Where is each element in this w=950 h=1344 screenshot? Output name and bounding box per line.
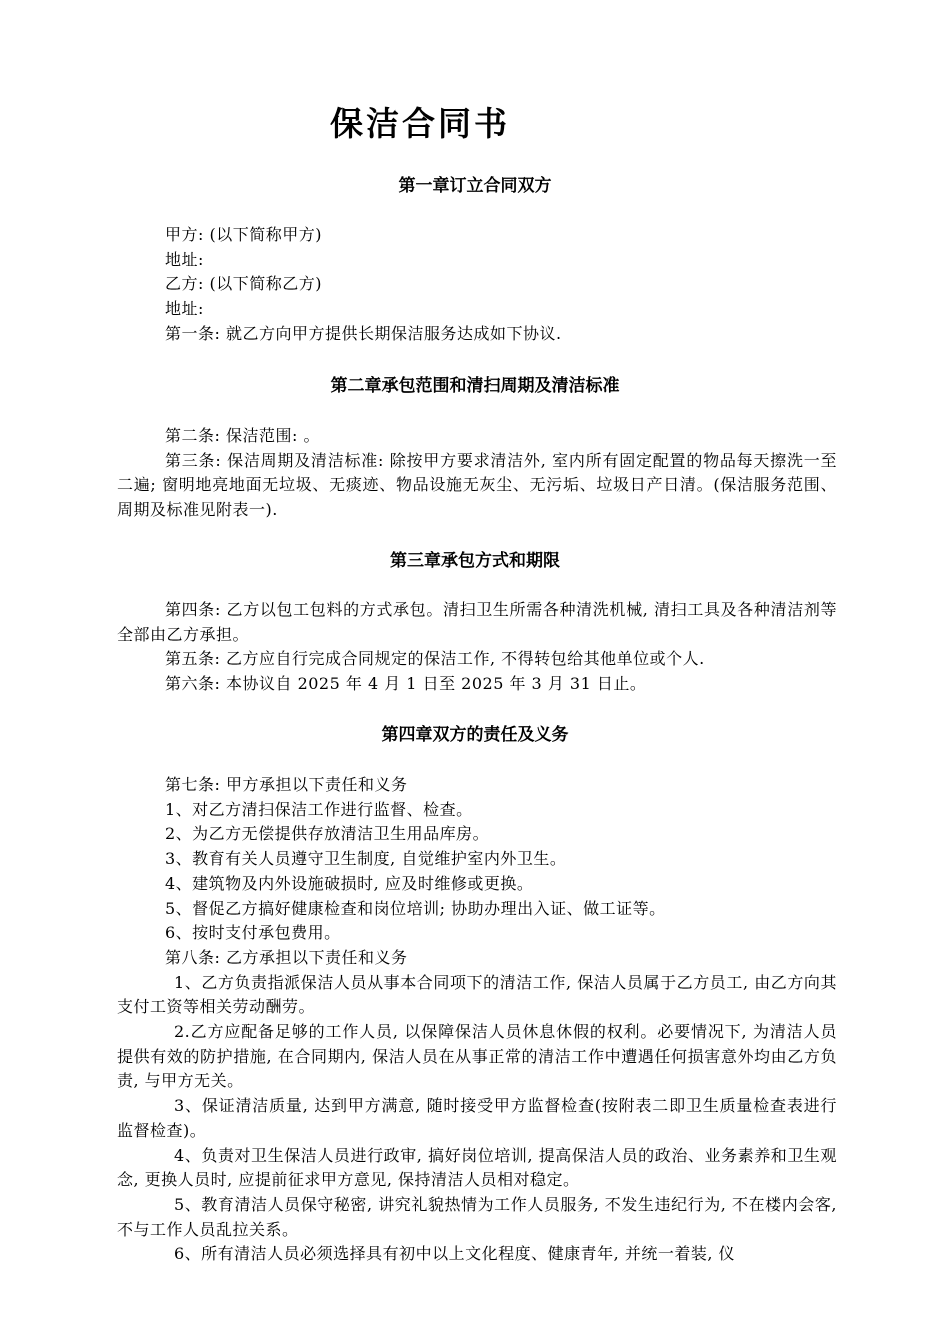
chapter-1-heading: 第一章订立合同双方 [398,176,552,196]
list-item: 5、督促乙方搞好健康检查和岗位培训; 协助办理出入证、做工证等。 [165,898,666,918]
list-item: 2、为乙方无偿提供存放清洁卫生用品库房。 [165,824,490,844]
article-4: 第四条: 乙方以包工包料的方式承包。清扫卫生所需各种清洗机械, 清扫工具及各种清洁剂等全部由乙方承担。 [117,600,837,644]
chapter-3-body [117,598,837,697]
list-item: 5、教育清洁人员保守秘密, 讲究礼貌热情为工作人员服务, 不发生违纪行为, 不在楼内会客, 不与工作人员乱拉关系。 [117,1194,837,1239]
article-8: 第八条: 乙方承担以下责任和义务 [165,947,408,967]
party-a-line: 甲方: (以下简称甲方) [165,225,322,244]
list-item: 6、所有清洁人员必须选择具有初中以上文化程度、健康青年, 并统一着装, 仪 [174,1244,736,1264]
party-b-line: 乙方: (以下简称乙方) [165,274,322,294]
article-3: 第三条: 保洁周期及清洁标准: 除按甲方要求清洁外, 室内所有固定配置的物品每天擦洗一至二遍; 窗明地亮地面无垃圾、无痰迹、物品设施无灰尘、无污垢、垃圾日产日清。(保洁服务范围、周期及标准见附表一). [117,450,837,520]
chapter-1-body [117,223,837,347]
party-b-address: 地址: [165,299,204,319]
list-item: 3、保证清洁质量, 达到甲方满意, 随时接受甲方监督检查(按附表二即卫生质量检查表进行监督检查)。 [117,1096,837,1140]
article-5: 第五条: 乙方应自行完成合同规定的保洁工作, 不得转包给其他单位或个人. [165,649,705,669]
list-item: 3、教育有关人员遵守卫生制度, 自觉维护室内外卫生。 [165,849,567,869]
article-2: 第二条: 保洁范围: 。 [165,426,320,445]
list-item: 2.乙方应配备足够的工作人员, 以保障保洁人员休息休假的权利。必要情况下, 为清洁人员提供有效的防护措施, 在合同期内, 保洁人员在从事正常的清洁工作中遭遇任何损害意外均由乙方负责, 与甲方无关。 [117,1022,837,1091]
article-7: 第七条: 甲方承担以下责任和义务 [165,775,408,794]
document-title: 保洁合同书 [330,104,510,143]
chapter-4-body [117,773,837,1267]
list-item: 4、负责对卫生保洁人员进行政审, 搞好岗位培训, 提高保洁人员的政治、业务素养和卫生观念, 更换人员时, 应提前征求甲方意见, 保持清洁人员相对稳定。 [117,1145,837,1190]
article-6: 第六条: 本协议自 2025 年 4 月 1 日至 2025 年 3 月 31 日止。 [165,674,647,694]
list-item: 6、按时支付承包费用。 [165,923,341,943]
list-item: 1、对乙方清扫保洁工作进行监督、检查。 [165,799,473,819]
list-item: 1、乙方负责指派保洁人员从事本合同项下的清洁工作, 保洁人员属于乙方员工, 由乙方向其支付工资等相关劳动酬劳。 [117,972,837,1017]
list-item: 4、建筑物及内外设施破损时, 应及时维修或更换。 [165,873,534,893]
chapter-2-body [117,424,837,523]
party-a-address: 地址: [165,249,204,269]
chapter-3-heading: 第三章承包方式和期限 [390,551,560,571]
chapter-4-heading: 第四章双方的责任及义务 [381,725,569,745]
chapter-2-heading: 第二章承包范围和清扫周期及清洁标准 [330,376,620,396]
article-1: 第一条: 就乙方向甲方提供长期保洁服务达成如下协议. [165,323,562,343]
